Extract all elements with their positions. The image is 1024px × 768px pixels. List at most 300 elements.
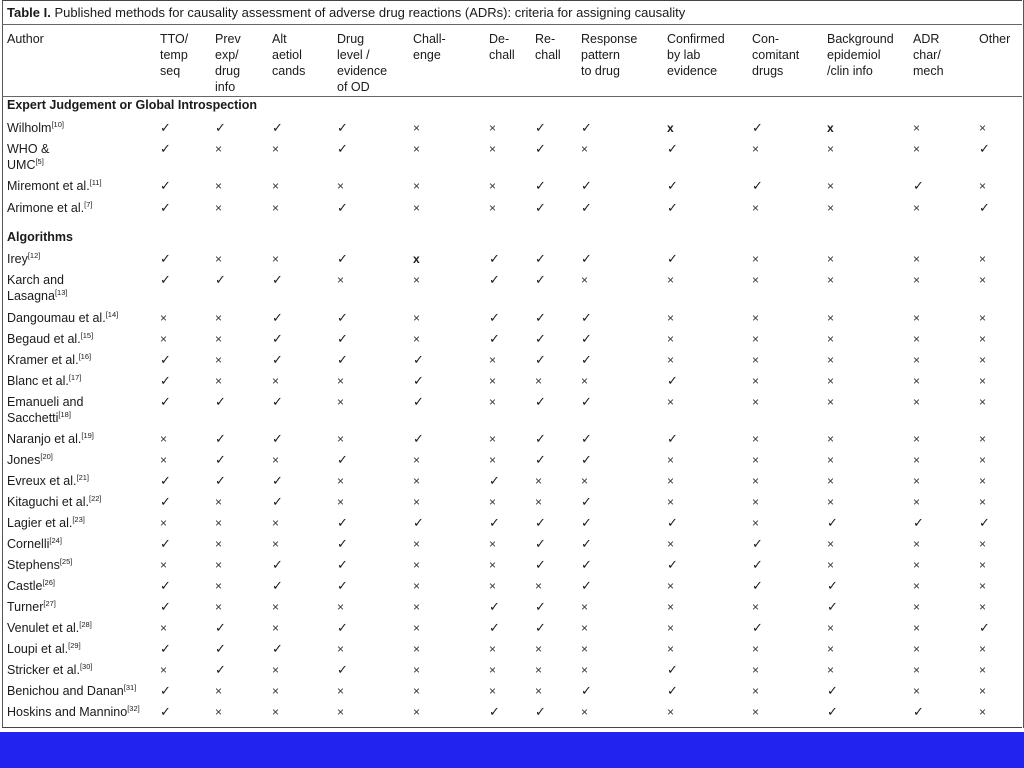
- check-mark-icon: ✓: [667, 557, 678, 572]
- cross-mark-icon: ×: [581, 142, 589, 156]
- check-mark-icon: ✓: [160, 200, 171, 215]
- cross-mark-icon: ×: [413, 705, 421, 719]
- check-mark-icon: ✓: [752, 120, 763, 135]
- cross-mark-icon: ×: [827, 495, 835, 509]
- column-header: De- chall: [489, 32, 515, 62]
- cross-mark-icon: ×: [913, 432, 921, 446]
- cross-mark-icon: ×: [913, 252, 921, 266]
- cross-mark-icon: ×: [827, 374, 835, 388]
- check-mark-icon: ✓: [581, 557, 592, 572]
- check-mark-icon: ✓: [160, 473, 171, 488]
- cross-mark-icon: x: [667, 121, 674, 135]
- cross-mark-icon: ×: [215, 252, 223, 266]
- cross-mark-icon: ×: [489, 353, 497, 367]
- author-name: Evreux et al.: [7, 474, 77, 488]
- reference-number: [25]: [59, 556, 73, 566]
- cross-mark-icon: ×: [581, 374, 589, 388]
- check-mark-icon: ✓: [160, 599, 171, 614]
- author-name: Kramer et al.: [7, 353, 79, 367]
- check-mark-icon: ✓: [160, 141, 171, 156]
- check-mark-icon: ✓: [979, 515, 990, 530]
- check-mark-icon: ✓: [160, 578, 171, 593]
- check-mark-icon: ✓: [667, 431, 678, 446]
- reference-number: [17]: [68, 372, 82, 382]
- check-mark-icon: ✓: [489, 331, 500, 346]
- cross-mark-icon: ×: [215, 201, 223, 215]
- author-name: Hoskins and Mannino: [7, 705, 128, 719]
- cross-mark-icon: ×: [535, 495, 543, 509]
- check-mark-icon: ✓: [581, 251, 592, 266]
- cross-mark-icon: ×: [489, 558, 497, 572]
- cross-mark-icon: ×: [535, 579, 543, 593]
- check-mark-icon: ✓: [535, 452, 546, 467]
- check-mark-icon: ✓: [581, 536, 592, 551]
- cross-mark-icon: ×: [337, 642, 345, 656]
- cross-mark-icon: ×: [215, 600, 223, 614]
- reference-number: [7]: [84, 199, 93, 209]
- cross-mark-icon: ×: [160, 663, 168, 677]
- check-mark-icon: ✓: [535, 200, 546, 215]
- cross-mark-icon: ×: [667, 705, 675, 719]
- cross-mark-icon: ×: [337, 179, 345, 193]
- bottom-rule: [2, 727, 1022, 728]
- check-mark-icon: ✓: [535, 331, 546, 346]
- check-mark-icon: ✓: [667, 178, 678, 193]
- cross-mark-icon: ×: [215, 705, 223, 719]
- column-header: Response pattern to drug: [581, 32, 638, 78]
- author-name: Cornelli: [7, 537, 50, 551]
- check-mark-icon: ✓: [752, 557, 763, 572]
- cross-mark-icon: ×: [979, 353, 987, 367]
- reference-number: [27]: [43, 598, 56, 608]
- check-mark-icon: ✓: [215, 473, 226, 488]
- check-mark-icon: ✓: [160, 120, 171, 135]
- author-cell: [7, 641, 81, 657]
- check-mark-icon: ✓: [160, 178, 171, 193]
- cross-mark-icon: ×: [272, 600, 280, 614]
- cross-mark-icon: ×: [667, 353, 675, 367]
- column-header: Chall- enge: [413, 32, 446, 62]
- check-mark-icon: ✓: [489, 704, 500, 719]
- author-name: Emanueli and Sacchetti: [7, 395, 84, 425]
- cross-mark-icon: ×: [413, 579, 421, 593]
- author-name: Blanc et al.: [7, 374, 69, 388]
- cross-mark-icon: ×: [979, 453, 987, 467]
- cross-mark-icon: ×: [272, 374, 280, 388]
- author-cell: [7, 251, 40, 267]
- cross-mark-icon: ×: [667, 332, 675, 346]
- cross-mark-icon: ×: [979, 374, 987, 388]
- cross-mark-icon: ×: [535, 374, 543, 388]
- cross-mark-icon: ×: [979, 311, 987, 325]
- check-mark-icon: ✓: [413, 394, 424, 409]
- caption-label: Table I.: [7, 5, 51, 20]
- cross-mark-icon: ×: [581, 621, 589, 635]
- cross-mark-icon: ×: [160, 558, 168, 572]
- top-rule: [2, 0, 1022, 1]
- cross-mark-icon: ×: [752, 332, 760, 346]
- cross-mark-icon: ×: [979, 642, 987, 656]
- check-mark-icon: ✓: [581, 494, 592, 509]
- check-mark-icon: ✓: [215, 641, 226, 656]
- cross-mark-icon: ×: [827, 558, 835, 572]
- author-cell: [7, 620, 92, 636]
- author-name: Karch and Lasagna: [7, 273, 64, 303]
- check-mark-icon: ✓: [413, 515, 424, 530]
- cross-mark-icon: ×: [979, 495, 987, 509]
- cross-mark-icon: ×: [413, 311, 421, 325]
- cross-mark-icon: ×: [667, 474, 675, 488]
- check-mark-icon: ✓: [535, 352, 546, 367]
- cross-mark-icon: ×: [215, 179, 223, 193]
- cross-mark-icon: ×: [413, 684, 421, 698]
- cross-mark-icon: ×: [413, 600, 421, 614]
- cross-mark-icon: ×: [337, 432, 345, 446]
- author-cell: [7, 431, 94, 447]
- author-name: Benichou and Danan: [7, 684, 124, 698]
- cross-mark-icon: ×: [535, 663, 543, 677]
- check-mark-icon: ✓: [581, 683, 592, 698]
- cross-mark-icon: ×: [160, 621, 168, 635]
- cross-mark-icon: ×: [979, 684, 987, 698]
- author-cell: [7, 578, 55, 594]
- author-name: Loupi et al.: [7, 642, 69, 656]
- cross-mark-icon: ×: [752, 705, 760, 719]
- reference-number: [14]: [105, 309, 119, 319]
- author-cell: [7, 272, 67, 304]
- cross-mark-icon: ×: [913, 558, 921, 572]
- caption-rule: [2, 24, 1022, 25]
- check-mark-icon: ✓: [979, 141, 990, 156]
- cross-mark-icon: ×: [215, 537, 223, 551]
- cross-mark-icon: ×: [272, 537, 280, 551]
- cross-mark-icon: ×: [979, 558, 987, 572]
- check-mark-icon: ✓: [535, 431, 546, 446]
- check-mark-icon: ✓: [337, 662, 348, 677]
- reference-number: [20]: [40, 451, 53, 461]
- cross-mark-icon: ×: [752, 516, 760, 530]
- cross-mark-icon: ×: [827, 142, 835, 156]
- cross-mark-icon: ×: [827, 201, 835, 215]
- check-mark-icon: ✓: [667, 251, 678, 266]
- author-cell: [7, 200, 92, 216]
- cross-mark-icon: ×: [979, 579, 987, 593]
- author-cell: [7, 536, 62, 552]
- caption-text: Published methods for causality assessment of adverse drug reactions (ADRs): criteria for assigning causality: [50, 5, 686, 20]
- cross-mark-icon: ×: [489, 142, 497, 156]
- cross-mark-icon: ×: [913, 353, 921, 367]
- check-mark-icon: ✓: [667, 662, 678, 677]
- check-mark-icon: ✓: [215, 120, 226, 135]
- cross-mark-icon: ×: [913, 374, 921, 388]
- author-cell: [7, 352, 91, 368]
- cross-mark-icon: ×: [413, 121, 421, 135]
- cross-mark-icon: ×: [215, 374, 223, 388]
- author-name: Arimone et al.: [7, 201, 85, 215]
- check-mark-icon: ✓: [272, 431, 283, 446]
- footer-bar: [0, 732, 1024, 768]
- cross-mark-icon: ×: [979, 332, 987, 346]
- cross-mark-icon: ×: [667, 537, 675, 551]
- column-header: Con- comitant drugs: [752, 32, 800, 78]
- cross-mark-icon: ×: [979, 600, 987, 614]
- cross-mark-icon: x: [827, 121, 834, 135]
- reference-number: [24]: [49, 535, 62, 545]
- reference-number: [11]: [89, 177, 102, 187]
- author-cell: [7, 373, 81, 389]
- check-mark-icon: ✓: [215, 452, 226, 467]
- author-name: Venulet et al.: [7, 621, 80, 635]
- reference-number: [19]: [81, 430, 94, 440]
- cross-mark-icon: ×: [489, 579, 497, 593]
- author-cell: [7, 310, 118, 326]
- check-mark-icon: ✓: [827, 515, 838, 530]
- cross-mark-icon: ×: [913, 311, 921, 325]
- check-mark-icon: ✓: [535, 704, 546, 719]
- author-cell: [7, 704, 140, 720]
- column-header: Re- chall: [535, 32, 561, 62]
- reference-number: [13]: [54, 287, 68, 297]
- cross-mark-icon: ×: [489, 179, 497, 193]
- cross-mark-icon: ×: [272, 453, 280, 467]
- cross-mark-icon: ×: [215, 558, 223, 572]
- author-name: WHO & UMC: [7, 142, 50, 172]
- check-mark-icon: ✓: [272, 352, 283, 367]
- cross-mark-icon: ×: [489, 684, 497, 698]
- cross-mark-icon: ×: [979, 663, 987, 677]
- check-mark-icon: ✓: [667, 200, 678, 215]
- check-mark-icon: ✓: [581, 352, 592, 367]
- check-mark-icon: ✓: [215, 431, 226, 446]
- check-mark-icon: ✓: [913, 515, 924, 530]
- cross-mark-icon: ×: [827, 332, 835, 346]
- check-mark-icon: ✓: [581, 310, 592, 325]
- cross-mark-icon: ×: [489, 495, 497, 509]
- column-header: Prev exp/ drug info: [215, 32, 241, 94]
- reference-number: [18]: [58, 409, 71, 419]
- cross-mark-icon: ×: [752, 642, 760, 656]
- check-mark-icon: ✓: [272, 272, 283, 287]
- cross-mark-icon: ×: [489, 201, 497, 215]
- check-mark-icon: ✓: [160, 251, 171, 266]
- check-mark-icon: ✓: [337, 557, 348, 572]
- author-cell: [7, 662, 92, 678]
- column-header: Drug level / evidence of OD: [337, 32, 388, 94]
- cross-mark-icon: ×: [413, 474, 421, 488]
- cross-mark-icon: x: [413, 252, 420, 266]
- check-mark-icon: ✓: [667, 683, 678, 698]
- cross-mark-icon: ×: [535, 642, 543, 656]
- cross-mark-icon: ×: [667, 273, 675, 287]
- column-header: Other: [979, 32, 1011, 46]
- cross-mark-icon: ×: [827, 642, 835, 656]
- cross-mark-icon: ×: [752, 353, 760, 367]
- cross-mark-icon: ×: [215, 579, 223, 593]
- cross-mark-icon: ×: [489, 395, 497, 409]
- cross-mark-icon: ×: [413, 142, 421, 156]
- cross-mark-icon: ×: [827, 621, 835, 635]
- cross-mark-icon: ×: [913, 684, 921, 698]
- cross-mark-icon: ×: [752, 311, 760, 325]
- reference-number: [10]: [51, 119, 64, 129]
- cross-mark-icon: ×: [752, 453, 760, 467]
- cross-mark-icon: ×: [913, 395, 921, 409]
- cross-mark-icon: ×: [413, 201, 421, 215]
- author-cell: [7, 178, 102, 194]
- check-mark-icon: ✓: [979, 620, 990, 635]
- cross-mark-icon: ×: [272, 252, 280, 266]
- check-mark-icon: ✓: [752, 578, 763, 593]
- check-mark-icon: ✓: [535, 310, 546, 325]
- reference-number: [23]: [72, 514, 85, 524]
- check-mark-icon: ✓: [535, 141, 546, 156]
- cross-mark-icon: ×: [337, 273, 345, 287]
- check-mark-icon: ✓: [215, 272, 226, 287]
- cross-mark-icon: ×: [535, 684, 543, 698]
- cross-mark-icon: ×: [489, 121, 497, 135]
- column-header: TTO/ temp seq: [160, 32, 189, 78]
- author-cell: [7, 141, 49, 173]
- cross-mark-icon: ×: [667, 642, 675, 656]
- cross-mark-icon: ×: [752, 273, 760, 287]
- cross-mark-icon: ×: [581, 600, 589, 614]
- reference-number: [30]: [79, 661, 93, 671]
- cross-mark-icon: ×: [272, 201, 280, 215]
- check-mark-icon: ✓: [160, 352, 171, 367]
- check-mark-icon: ✓: [272, 641, 283, 656]
- cross-mark-icon: ×: [581, 663, 589, 677]
- check-mark-icon: ✓: [535, 557, 546, 572]
- check-mark-icon: ✓: [337, 515, 348, 530]
- cross-mark-icon: ×: [913, 537, 921, 551]
- cross-mark-icon: ×: [752, 495, 760, 509]
- cross-mark-icon: ×: [827, 353, 835, 367]
- cross-mark-icon: ×: [827, 179, 835, 193]
- check-mark-icon: ✓: [272, 557, 283, 572]
- author-cell: [7, 515, 85, 531]
- cross-mark-icon: ×: [581, 474, 589, 488]
- cross-mark-icon: ×: [979, 537, 987, 551]
- cross-mark-icon: ×: [489, 374, 497, 388]
- cross-mark-icon: ×: [413, 453, 421, 467]
- cross-mark-icon: ×: [827, 311, 835, 325]
- cross-mark-icon: ×: [413, 179, 421, 193]
- reference-number: [21]: [76, 472, 89, 482]
- cross-mark-icon: ×: [913, 663, 921, 677]
- author-cell: [7, 452, 53, 468]
- cross-mark-icon: ×: [752, 142, 760, 156]
- cross-mark-icon: ×: [752, 395, 760, 409]
- cross-mark-icon: ×: [752, 684, 760, 698]
- check-mark-icon: ✓: [827, 578, 838, 593]
- cross-mark-icon: ×: [667, 600, 675, 614]
- cross-mark-icon: ×: [913, 453, 921, 467]
- cross-mark-icon: ×: [979, 395, 987, 409]
- author-cell: [7, 557, 72, 573]
- check-mark-icon: ✓: [581, 515, 592, 530]
- column-header: Author: [7, 32, 44, 46]
- check-mark-icon: ✓: [535, 394, 546, 409]
- check-mark-icon: ✓: [337, 578, 348, 593]
- check-mark-icon: ✓: [413, 431, 424, 446]
- cross-mark-icon: ×: [581, 705, 589, 719]
- cross-mark-icon: ×: [667, 621, 675, 635]
- cross-mark-icon: ×: [752, 252, 760, 266]
- cross-mark-icon: ×: [913, 142, 921, 156]
- check-mark-icon: ✓: [535, 272, 546, 287]
- cross-mark-icon: ×: [413, 273, 421, 287]
- cross-mark-icon: ×: [979, 121, 987, 135]
- check-mark-icon: ✓: [489, 620, 500, 635]
- check-mark-icon: ✓: [160, 641, 171, 656]
- cross-mark-icon: ×: [827, 395, 835, 409]
- cross-mark-icon: ×: [337, 705, 345, 719]
- cross-mark-icon: ×: [752, 374, 760, 388]
- cross-mark-icon: ×: [489, 453, 497, 467]
- cross-mark-icon: ×: [337, 495, 345, 509]
- reference-number: [12]: [27, 250, 41, 260]
- cross-mark-icon: ×: [752, 474, 760, 488]
- reference-number: [32]: [127, 703, 140, 713]
- cross-mark-icon: ×: [215, 332, 223, 346]
- check-mark-icon: ✓: [489, 599, 500, 614]
- check-mark-icon: ✓: [489, 251, 500, 266]
- cross-mark-icon: ×: [581, 273, 589, 287]
- check-mark-icon: ✓: [272, 394, 283, 409]
- check-mark-icon: ✓: [337, 141, 348, 156]
- cross-mark-icon: ×: [413, 558, 421, 572]
- cross-mark-icon: ×: [489, 537, 497, 551]
- cross-mark-icon: ×: [913, 621, 921, 635]
- author-name: Jones: [7, 453, 41, 467]
- cross-mark-icon: ×: [413, 537, 421, 551]
- check-mark-icon: ✓: [272, 494, 283, 509]
- cross-mark-icon: ×: [337, 600, 345, 614]
- check-mark-icon: ✓: [160, 536, 171, 551]
- author-cell: [7, 473, 89, 489]
- cross-mark-icon: ×: [337, 474, 345, 488]
- cross-mark-icon: ×: [913, 579, 921, 593]
- cross-mark-icon: ×: [215, 142, 223, 156]
- cross-mark-icon: ×: [979, 179, 987, 193]
- author-name: Stephens: [7, 558, 60, 572]
- check-mark-icon: ✓: [272, 578, 283, 593]
- cross-mark-icon: ×: [979, 252, 987, 266]
- check-mark-icon: ✓: [489, 310, 500, 325]
- check-mark-icon: ✓: [337, 120, 348, 135]
- cross-mark-icon: ×: [160, 432, 168, 446]
- check-mark-icon: ✓: [752, 178, 763, 193]
- cross-mark-icon: ×: [337, 684, 345, 698]
- cross-mark-icon: ×: [913, 495, 921, 509]
- check-mark-icon: ✓: [535, 515, 546, 530]
- cross-mark-icon: ×: [667, 453, 675, 467]
- cross-mark-icon: ×: [827, 663, 835, 677]
- check-mark-icon: ✓: [535, 178, 546, 193]
- cross-mark-icon: ×: [913, 273, 921, 287]
- check-mark-icon: ✓: [337, 452, 348, 467]
- check-mark-icon: ✓: [535, 599, 546, 614]
- cross-mark-icon: ×: [913, 474, 921, 488]
- cross-mark-icon: ×: [827, 474, 835, 488]
- cross-mark-icon: ×: [979, 273, 987, 287]
- check-mark-icon: ✓: [581, 200, 592, 215]
- author-name: Miremont et al.: [7, 179, 90, 193]
- cross-mark-icon: ×: [667, 311, 675, 325]
- cross-mark-icon: ×: [215, 353, 223, 367]
- cross-mark-icon: ×: [337, 395, 345, 409]
- check-mark-icon: ✓: [752, 536, 763, 551]
